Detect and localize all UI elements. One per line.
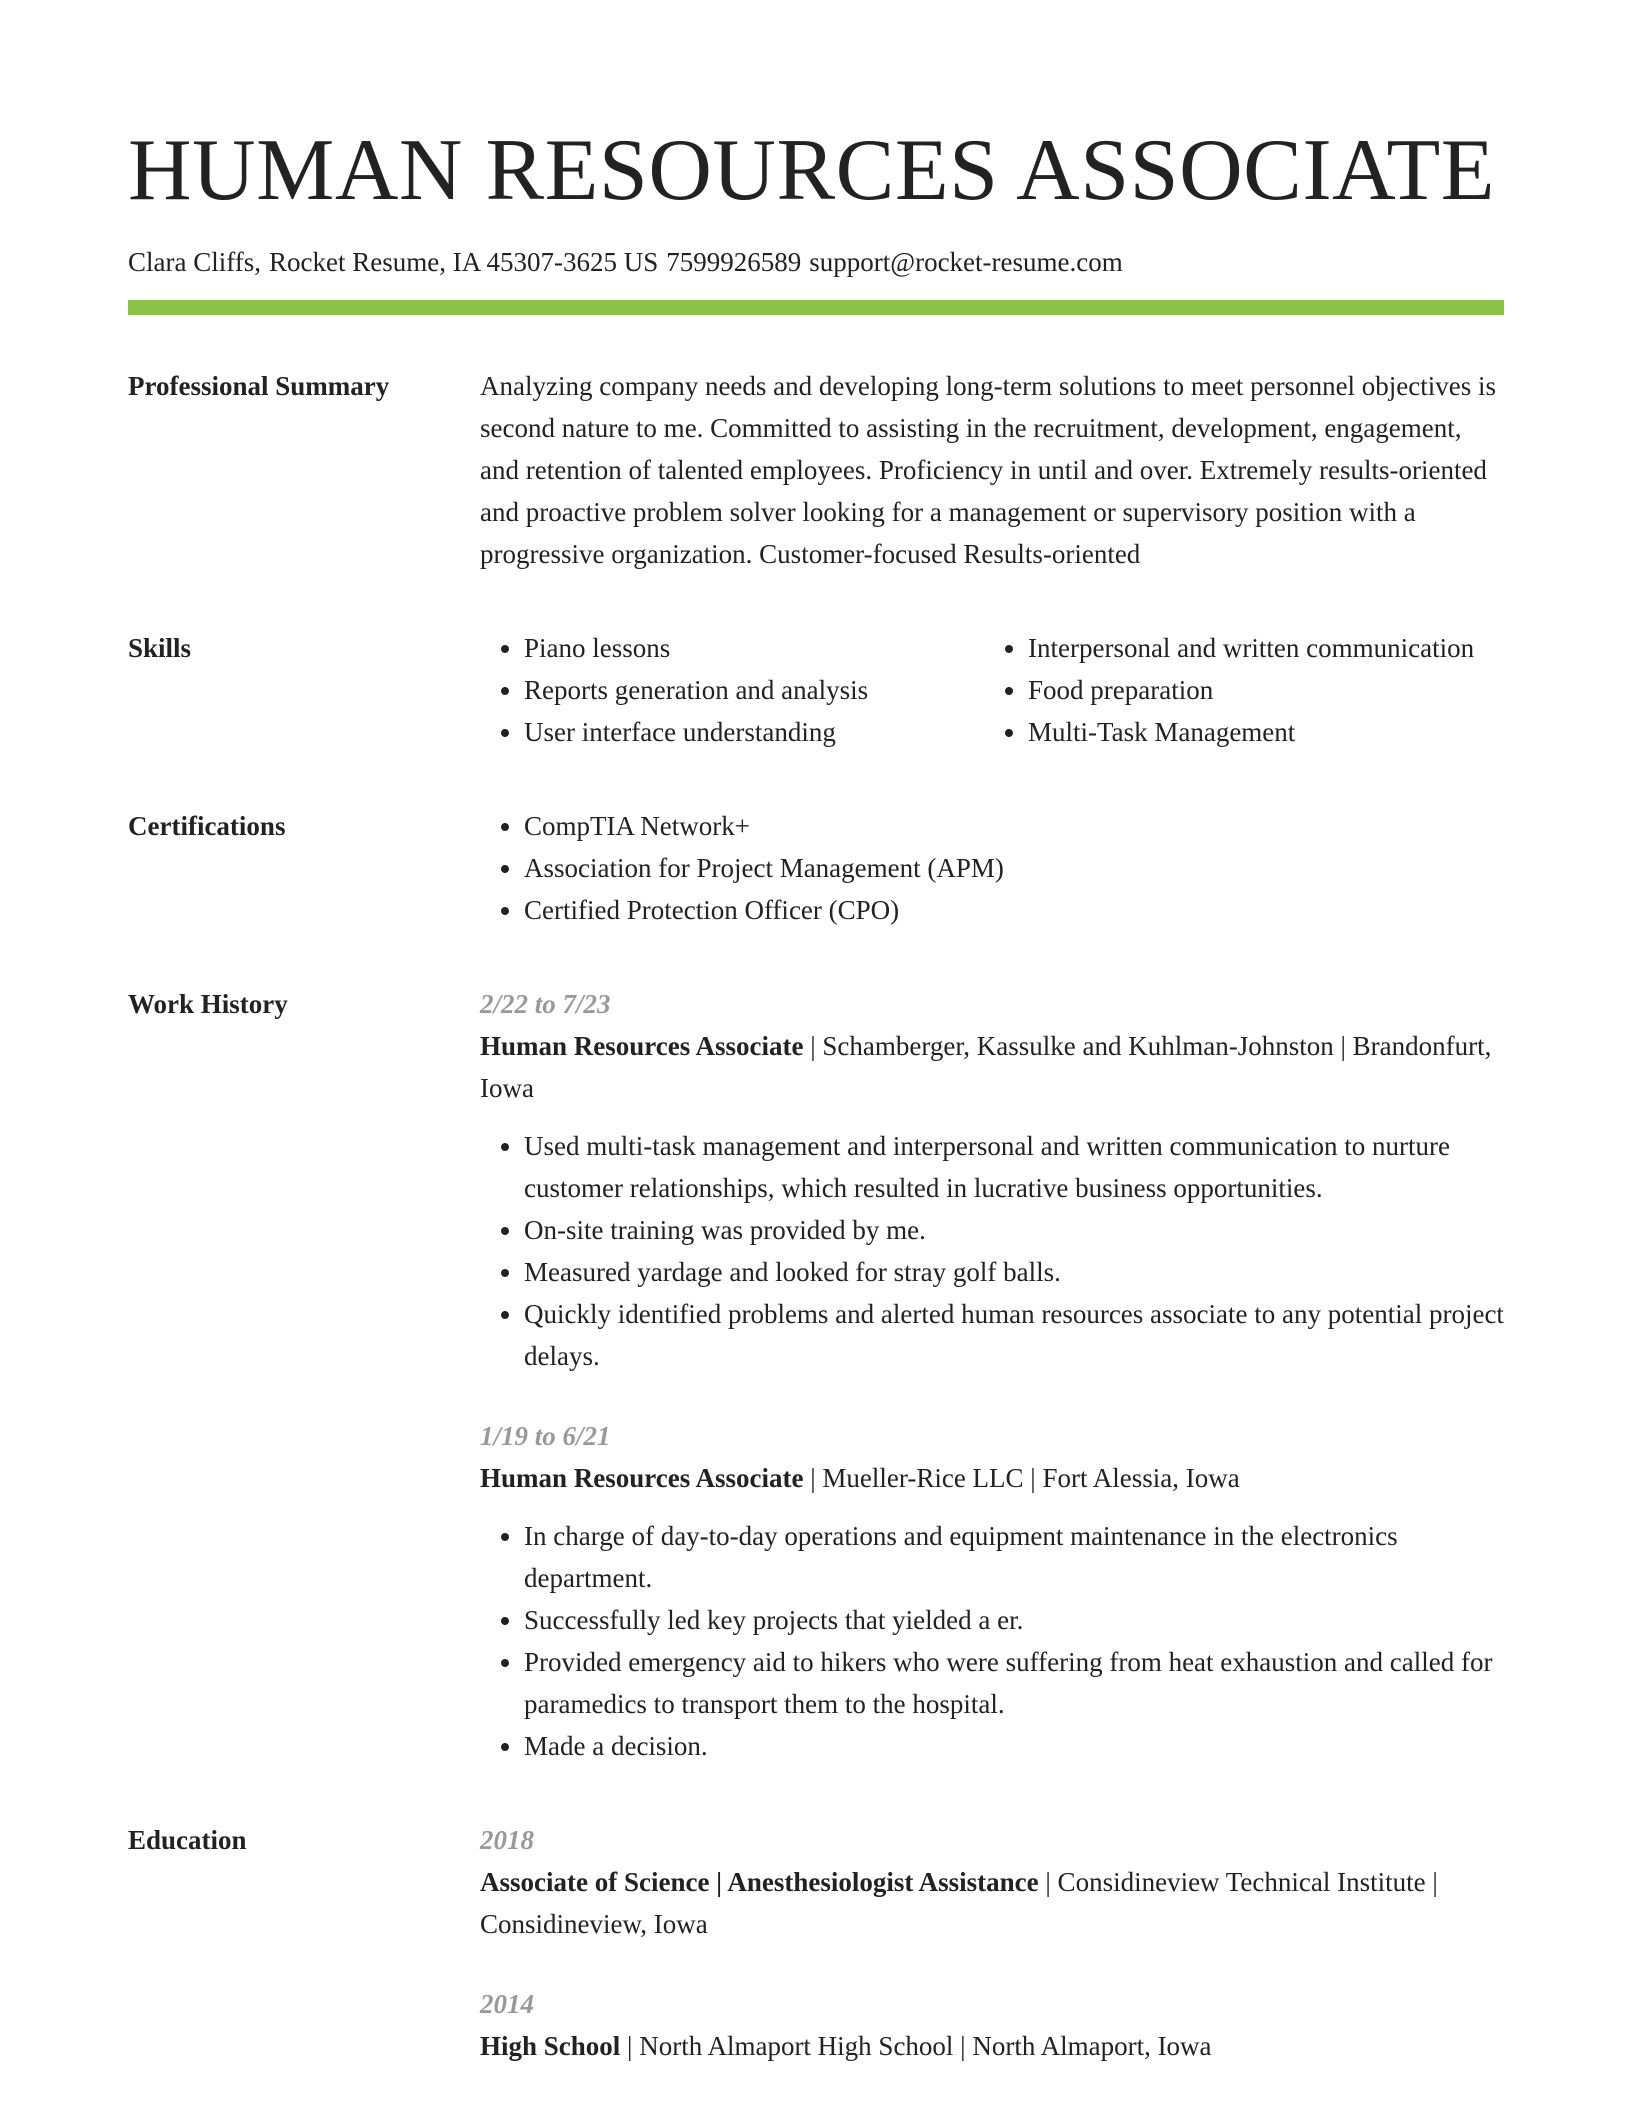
contact-line	[128, 244, 1504, 280]
job-heading	[480, 1025, 1504, 1109]
certifications-section	[128, 805, 1504, 931]
section-label-education: Education	[128, 1825, 247, 1855]
job-bullet: • Used multi-task management and interpersonal and written communication to nurture customer relationships, which resulted in lucrative business opportunities.	[524, 1125, 1504, 1209]
section-label-work-history: Work History	[128, 989, 288, 1019]
job-bullet: • Measured yardage and looked for stray golf balls.	[524, 1251, 1504, 1293]
contact-phone: 7599926589	[666, 247, 802, 277]
education-list	[480, 1819, 1504, 2067]
skills-column-1	[480, 627, 984, 753]
job-bullets	[480, 1515, 1504, 1767]
job-bullet: • On-site training was provided by me.	[524, 1209, 1504, 1251]
job-bullet: • Quickly identified problems and alerted human resources associate to any potential project delays.	[524, 1293, 1504, 1377]
job-title: Human Resources Associate	[480, 1031, 804, 1061]
work-history-section	[128, 983, 1504, 1767]
section-label-summary: Professional Summary	[128, 371, 390, 401]
job-bullet: • Made a decision.	[524, 1725, 1504, 1767]
job-employer: | Mueller-Rice LLC | Fort Alessia, Iowa	[803, 1463, 1240, 1493]
skill-item: • Piano lessons	[524, 627, 984, 669]
skill-item: • User interface understanding	[524, 711, 984, 753]
job-entry	[480, 983, 1504, 1377]
certification-item: • Association for Project Management (APM)	[524, 847, 1504, 889]
education-school: | North Almaport High School | North Almaport, Iowa	[620, 2031, 1212, 2061]
job-bullet: • Successfully led key projects that yielded a er.	[524, 1599, 1504, 1641]
job-heading	[480, 1457, 1504, 1499]
job-entry	[480, 1415, 1504, 1767]
education-degree: Associate of Science | Anesthesiologist Assistance	[480, 1867, 1039, 1897]
job-title: Human Resources Associate	[480, 1463, 804, 1493]
certification-item: • CompTIA Network+	[524, 805, 1504, 847]
section-label-certifications: Certifications	[128, 811, 286, 841]
education-degree: High School	[480, 2031, 621, 2061]
contact-location: Rocket Resume, IA 45307-3625 US	[268, 247, 659, 277]
skill-item: • Food preparation	[1028, 669, 1504, 711]
work-history-list	[480, 983, 1504, 1767]
resume-title: HUMAN RESOURCES ASSOCIATE	[128, 122, 1495, 219]
certification-item: • Certified Protection Officer (CPO)	[524, 889, 1504, 931]
skill-item: • Interpersonal and written communication	[1028, 627, 1504, 669]
skills-list	[480, 627, 1504, 753]
education-entry	[480, 1819, 1504, 1945]
skills-column-2	[984, 627, 1504, 753]
education-heading	[480, 2025, 1504, 2067]
certifications-list	[480, 805, 1504, 931]
education-year: 2014	[480, 1989, 534, 2019]
summary-text: Analyzing company needs and developing long-term solutions to meet personnel objectives is second nature to me. Committed to assisting in the recruitment, development, engagement, and retention of talented employees. Proficiency in until and over. Extremely results-oriented and proactive problem solver looking for a management or supervisory position with a progressive organization. Customer-focused Results-oriented	[480, 371, 1497, 569]
header-divider	[128, 300, 1504, 315]
job-employer: | Schamberger, Kassulke and Kuhlman-Johnston | Brandonfurt, Iowa	[480, 1031, 1492, 1103]
job-bullet: • In charge of day-to-day operations and equipment maintenance in the electronics department.	[524, 1515, 1504, 1599]
contact-name: Clara Cliffs,	[128, 247, 261, 277]
job-dates: 1/19 to 6/21	[480, 1421, 611, 1451]
skill-item: • Multi-Task Management	[1028, 711, 1504, 753]
education-year: 2018	[480, 1825, 534, 1855]
job-bullets	[480, 1125, 1504, 1377]
education-heading	[480, 1861, 1504, 1945]
section-label-skills: Skills	[128, 633, 192, 663]
education-entry	[480, 1983, 1504, 2067]
education-section	[128, 1819, 1504, 2067]
job-bullet: • Provided emergency aid to hikers who were suffering from heat exhaustion and called for paramedics to transport them to the hospital.	[524, 1641, 1504, 1725]
education-school: | Considineview Technical Institute | Considineview, Iowa	[480, 1867, 1438, 1939]
job-dates: 2/22 to 7/23	[480, 989, 611, 1019]
summary-section	[128, 365, 1504, 575]
contact-email: support@rocket-resume.com	[809, 247, 1123, 277]
skill-item: • Reports generation and analysis	[524, 669, 984, 711]
skills-section	[128, 627, 1504, 753]
